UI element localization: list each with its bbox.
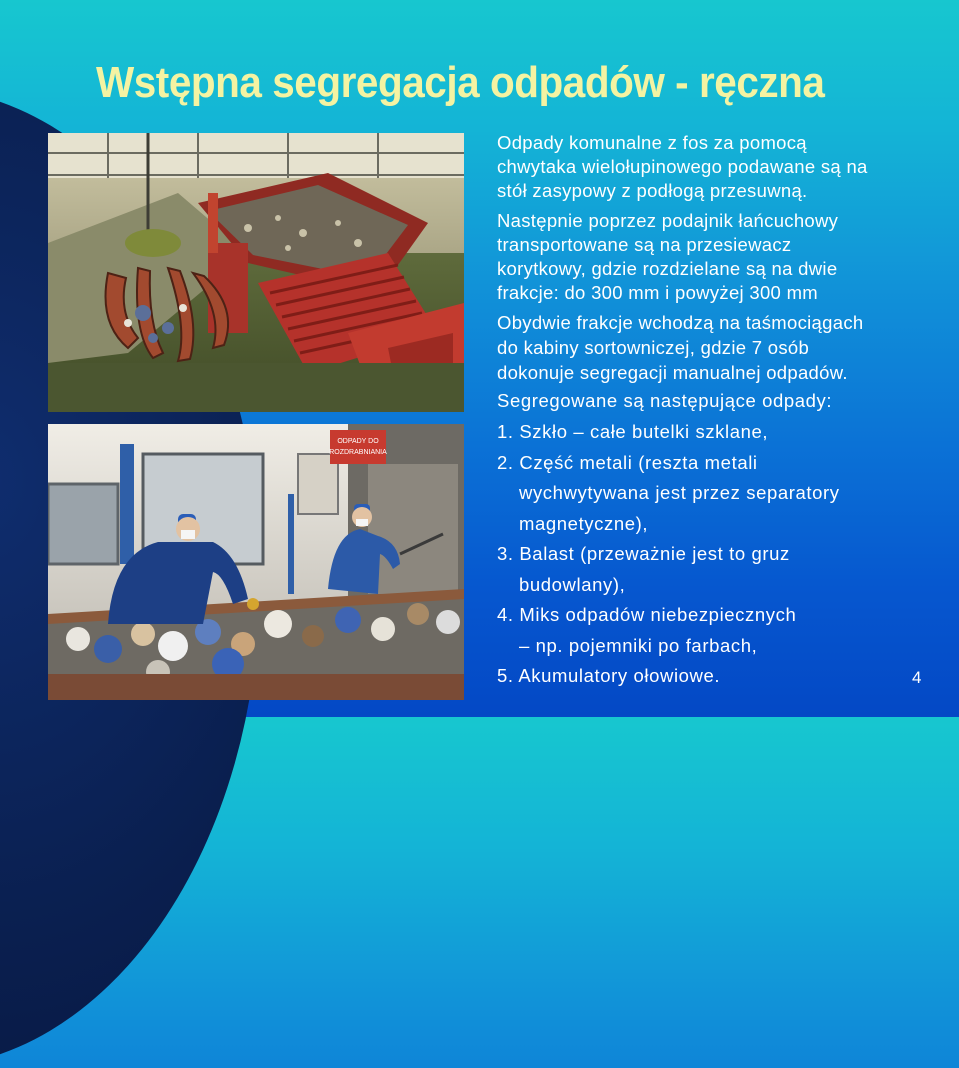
detail-line: do kabiny sortowniczej, gdzie 7 osób [497, 337, 810, 358]
list-item: 4. Miks odpadów niebezpiecznych [497, 604, 797, 625]
intro-line: chwytaka wielołupinowego podawane są na [497, 156, 868, 177]
intro-line: korytkowy, gdzie rozdzielane są na dwie [497, 258, 838, 279]
slide-title: Wstępna segregacja odpadów - ręczna [96, 58, 825, 107]
detail-line: Obydwie frakcje wchodzą na taśmociągach [497, 312, 864, 333]
intro-line: Następnie poprzez podajnik łańcuchowy [497, 210, 839, 231]
sign-text-line1: ODPADY DO [337, 438, 379, 445]
list-item-continuation: – np. pojemniki po farbach, [519, 634, 758, 656]
intro-line: transportowane są na przesiewacz [497, 234, 792, 255]
list-item: 1. Szkło – całe butelki szklane, [497, 421, 769, 442]
list-item-continuation: wychwytywana jest przez separatory [519, 482, 840, 503]
list-item: 5. Akumulatory ołowiowe. [497, 665, 721, 686]
detail-line: dokonuje segregacji manualnej odpadów. [497, 362, 848, 383]
sorting-cabin-photo [48, 424, 464, 700]
list-item-continuation: budowlany), [519, 573, 626, 595]
sign-text-line2: ROZDRABNIANIA [329, 449, 387, 456]
intro-line: stół zasypowy z podłogą przesuwną. [497, 180, 808, 201]
intro-line: Odpady komunalne z fos za pomocą [497, 132, 807, 153]
list-item: 2. Część metali (reszta metali [497, 451, 758, 473]
grab-crane-photo [48, 133, 464, 412]
list-item: 3. Balast (przeważnie jest to gruz [497, 543, 790, 564]
text-column [497, 131, 942, 692]
intro-line: frakcje: do 300 mm i powyżej 300 mm [497, 282, 819, 303]
page-number: 4 [912, 668, 922, 687]
list-item-continuation: magnetyczne), [519, 512, 649, 534]
detail-line: Segregowane są następujące odpady: [497, 390, 833, 411]
